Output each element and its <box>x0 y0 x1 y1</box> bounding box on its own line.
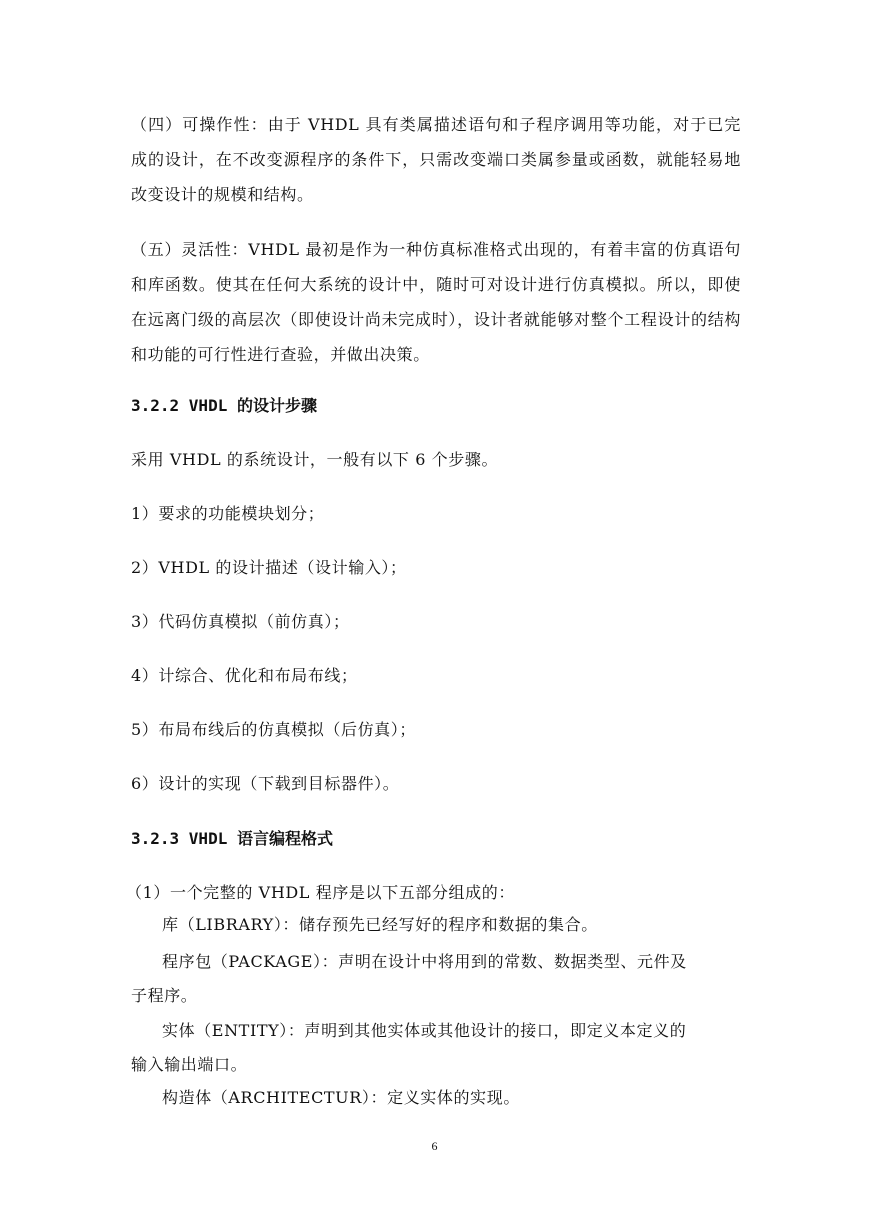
list-item-program-parts: （1）一个完整的 VHDL 程序是以下五部分组成的： <box>126 883 515 902</box>
definition-entity-line1: 实体（ENTITY）：声明到其他实体或其他设计的接口，即定义本定义的 <box>162 1021 687 1040</box>
step-item: 5）布局布线后的仿真模拟（后仿真）； <box>131 720 416 739</box>
paragraph-flexibility: （五）灵活性：VHDL 最初是作为一种仿真标准格式出现的，有着丰富的仿真语句和库函数。使其在任何大系统的设计中，随时可对设计进行仿真模拟。所以，即使在远离门级的高层次（即使设计尚未完成时），设计者就能够对整个工程设计的结构和功能的可行性进行查验，并做出决策。 <box>131 240 741 364</box>
step-item: 6）设计的实现（下载到目标器件）。 <box>131 774 400 793</box>
definition-entity-line2: 输入输出端口。 <box>131 1055 248 1074</box>
step-item: 4）计综合、优化和布局布线； <box>131 666 358 685</box>
definition-package-line1: 程序包（PACKAGE）：声明在设计中将用到的常数、数据类型、元件及 <box>162 952 687 971</box>
definition-architecture: 构造体（ARCHITECTUR）：定义实体的实现。 <box>162 1088 520 1107</box>
section-intro: 采用 VHDL 的系统设计，一般有以下 6 个步骤。 <box>131 450 499 469</box>
step-item: 3）代码仿真模拟（前仿真）； <box>131 612 350 631</box>
paragraph-operability: （四）可操作性：由于 VHDL 具有类属描述语句和子程序调用等功能，对于已完成的设计，在不改变源程序的条件下，只需改变端口类属参量或函数，就能轻易地改变设计的规模和结构。 <box>131 115 741 204</box>
section-heading-3-2-2: 3.2.2 VHDL 的设计步骤 <box>131 396 317 415</box>
definition-package-line2: 子程序。 <box>131 986 198 1005</box>
step-item: 1）要求的功能模块划分； <box>131 504 325 523</box>
step-item: 2）VHDL 的设计描述（设计输入）； <box>131 558 407 577</box>
section-heading-3-2-3: 3.2.3 VHDL 语言编程格式 <box>131 829 333 848</box>
page-number: 6 <box>431 1139 438 1153</box>
definition-library: 库（LIBRARY）：储存预先已经写好的程序和数据的集合。 <box>162 915 598 934</box>
